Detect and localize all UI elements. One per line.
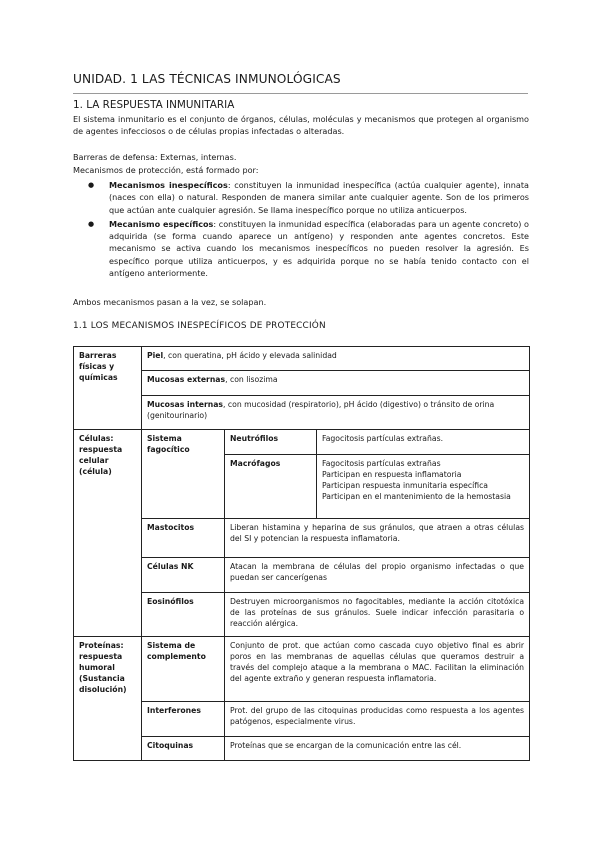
barrier-skin	[142, 347, 530, 371]
table-row	[74, 736, 530, 760]
table-row	[74, 637, 530, 702]
table-row	[74, 519, 530, 558]
phagocytic-system: Sistema fagocítico	[142, 430, 225, 519]
mast-cells-label: Mastocitos	[142, 519, 225, 558]
interferons-text: Prot. del grupo de las citoquinas producidas como respuesta a los agentes patógenos, especialmente virus.	[225, 702, 530, 737]
macrophage-line: Participan en el mantenimiento de la hemostasia	[322, 491, 511, 501]
barrier-term: Piel	[147, 351, 164, 360]
mechanisms-table	[73, 346, 530, 761]
table-row	[74, 430, 530, 454]
mechanisms-intro: Mecanismos de protección, está formado por:	[73, 165, 259, 175]
macrophage-line: Participan en respuesta inflamatoria	[322, 469, 462, 479]
barrier-term: Mucosas internas	[147, 399, 224, 409]
section-1-title: 1. LA RESPUESTA INMUNITARIA	[73, 99, 235, 111]
bullet-text: : constituyen la inmunidad inespecífica (actúa cualquier agente), innata (naces con ella) o natural. Responden de manera similar ante cualquier agente. Son de los primeros que actúan ante cualquier agresión. Se llama inespecífico porque no utiliza anticuerpos.	[109, 180, 529, 215]
barrier-text: , con queratina, pH ácido y elevada salinidad	[163, 351, 337, 360]
macrophage-line: Fagocitosis partículas extrañas	[322, 458, 441, 468]
category-barriers: Barreras físicas y químicas	[74, 347, 142, 430]
barrier-external-mucosa	[142, 371, 530, 395]
bullet-text: : constituyen la inmunidad específica (elaboradas para un agente concreto) o adquirida (se forma cuando aparece un antígeno) y responden ante agentes concretos. Este mecanismo se activa cuando los mecanismos inespecíficos no pueden resolver la agresión. Es específico porque utiliza anticuerpos, y es adquirida porque no se había tenido contacto con el antígeno anteriormente.	[109, 218, 529, 279]
section-1-1-title: 1.1 LOS MECANISMOS INESPECÍFICOS DE PROTECCIÓN	[73, 321, 326, 331]
list-item	[73, 179, 529, 216]
table-row	[74, 347, 530, 371]
table-row	[74, 702, 530, 737]
complement-label: Sistema de complemento	[142, 637, 225, 702]
table-row	[74, 592, 530, 637]
mast-cells-text: Liberan histamina y heparina de sus gránulos, que atraen a otras células del SI y potencian la respuesta inflamatoria.	[225, 519, 530, 558]
nk-cells-label: Células NK	[142, 558, 225, 593]
category-proteins: Proteínas: respuesta humoral (Sustancia disolución)	[74, 637, 142, 761]
table-row	[74, 371, 530, 395]
cytokines-label: Citoquinas	[142, 736, 225, 760]
barrier-internal-mucosa	[142, 395, 530, 430]
mechanisms-list	[73, 179, 529, 281]
barrier-text: , con lisozima	[225, 375, 278, 385]
barriers-line: Barreras de defensa: Externas, internas.	[73, 152, 237, 162]
bullet-term: Mecanismos inespecíficos	[109, 180, 228, 190]
table-row	[74, 558, 530, 593]
nk-cells-text: Atacan la membrana de células del propio organismo infectadas o que puedan ser cancerígenas	[225, 558, 530, 593]
eosinophils-text: Destruyen microorganismos no fagocitables, mediante la acción citotóxica de las proteínas de sus gránulos. Suele indicar infección parasitaria o reacción alérgica.	[225, 592, 530, 637]
barrier-term: Mucosas externas	[147, 375, 226, 385]
neutrophils-text: Fagocitosis partículas extrañas.	[317, 430, 530, 454]
macrophages-label: Macrófagos	[225, 454, 317, 519]
intro-paragraph: El sistema inmunitario es el conjunto de órganos, células, moléculas y mecanismos que protegen al organismo de agentes infecciosos o de células propias infectadas o alteradas.	[73, 114, 529, 137]
eosinophils-label: Eosinófilos	[142, 592, 225, 637]
interferons-label: Interferones	[142, 702, 225, 737]
macrophages-text	[317, 454, 530, 519]
unit-title: UNIDAD. 1 LAS TÉCNICAS INMUNOLÓGICAS	[73, 72, 341, 86]
list-item	[73, 218, 529, 279]
bullet-term: Mecanismo específicos	[109, 218, 214, 229]
cytokines-text: Proteínas que se encargan de la comunicación entre las cél.	[225, 736, 530, 760]
barrier-text: , con mucosidad (respiratorio), pH ácido (digestivo) o tránsito de orina (genitourinario)	[147, 399, 495, 420]
complement-text: Conjunto de prot. que actúan como cascada cuyo objetivo final es abrir poros en las membranas de aquellas células que queramos destruir a través del complejo ataque a la membrana o MAC. Facilitan la eliminación del agente extraño y generan respuesta inflamatoria.	[225, 637, 530, 702]
table-row	[74, 395, 530, 430]
macrophage-line: Participan respuesta inmunitaria específica	[322, 480, 489, 490]
neutrophils-label: Neutrófilos	[225, 430, 317, 454]
overlap-line: Ambos mecanismos pasan a la vez, se solapan.	[73, 297, 267, 307]
category-cells: Células: respuesta celular (célula)	[74, 430, 142, 637]
title-divider	[73, 93, 528, 94]
